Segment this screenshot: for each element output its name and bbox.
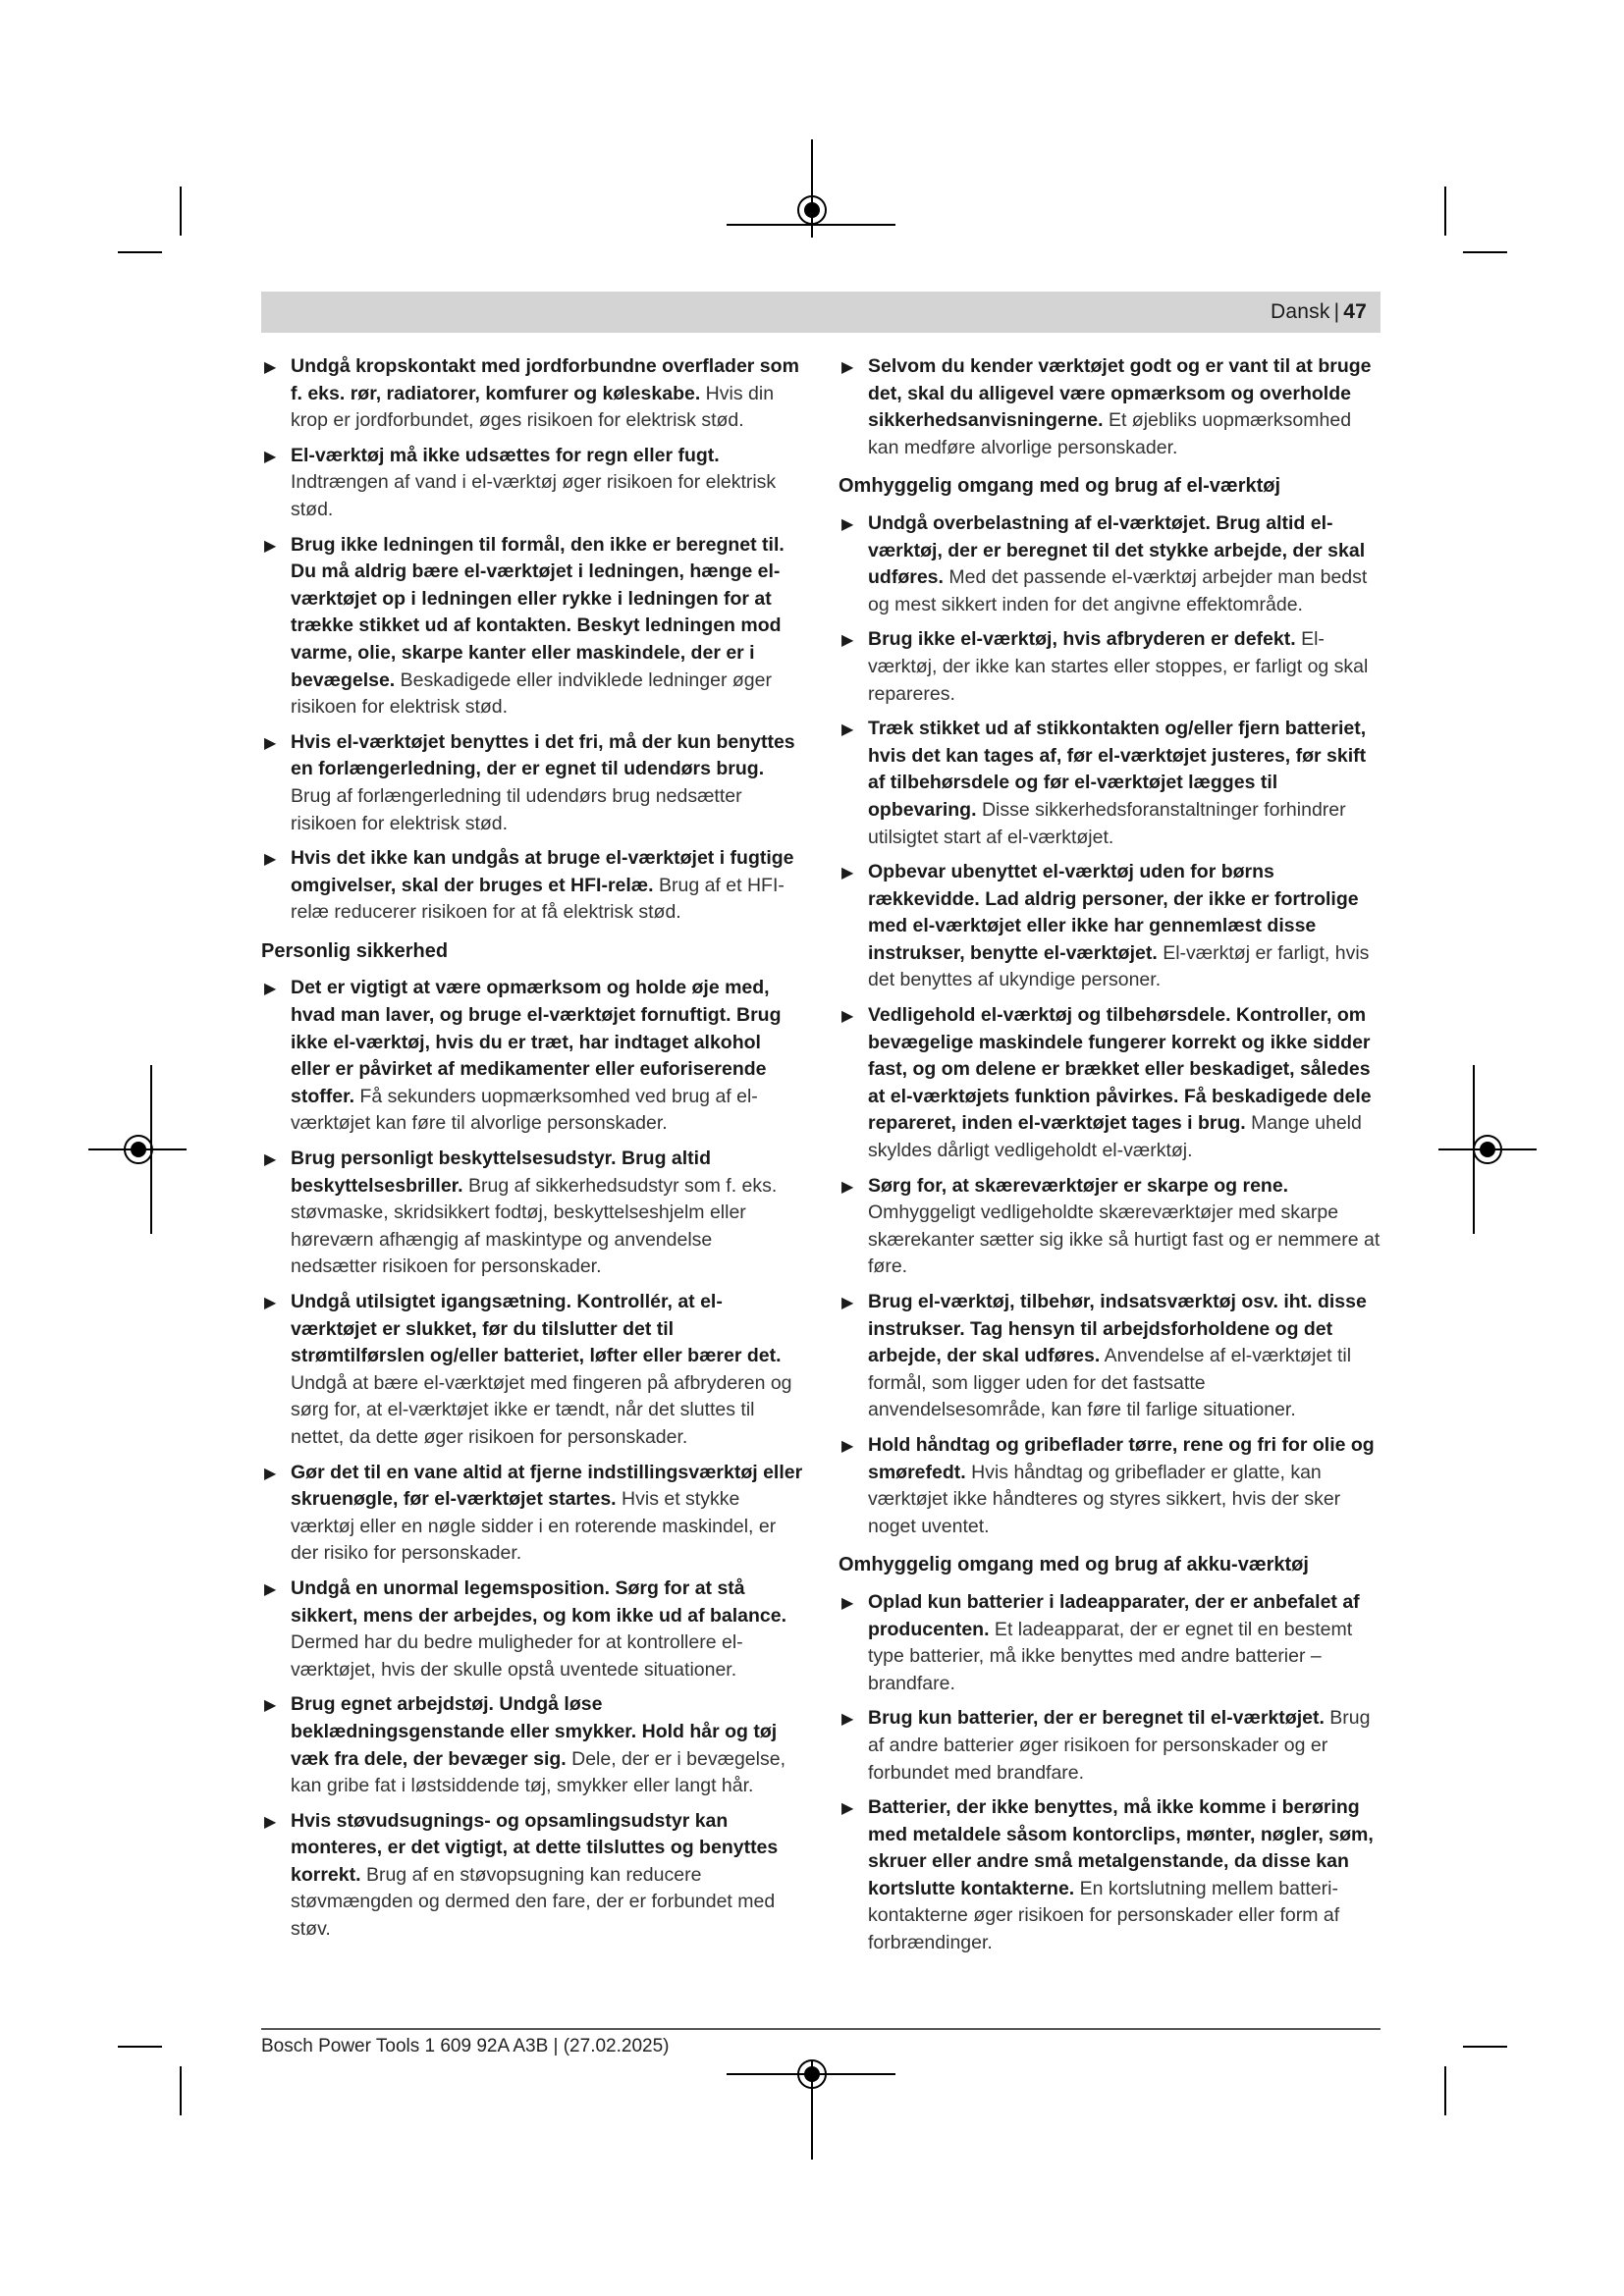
safety-item — [261, 1575, 803, 1683]
safety-item — [261, 532, 803, 721]
bullet-arrow-icon: ▶ — [841, 515, 854, 533]
bullet-arrow-icon: ▶ — [264, 1697, 277, 1715]
safety-item — [839, 1173, 1380, 1281]
safety-item-bold: Hvis støvudsugnings- og opsamlingsudstyr kan monteres, er det vigtigt, at dette tilsluttes og benyttes korrekt. — [291, 1809, 779, 1886]
safety-item — [839, 716, 1380, 851]
safety-item-bold: Brug ikke ledningen til formål, den ikke er beregnet til. Du må aldrig bære el-værktøjet i ledningen, hænge el-værktøjet op i ledningen eller rykke i ledningen for at trække stikket ud af kontakten. Beskyt ledningen mod varme, olie, skarpe kanter eller maskindele, der er i bevægelse. — [291, 533, 785, 691]
registration-target-top-icon — [797, 195, 827, 225]
safety-item-text: Disse sikkerhedsforanstaltninger forhindrer utilsigtet start af el-værktøjet. — [868, 798, 1346, 848]
section-heading-power-tool-use: Omhyggelig omgang med og brug af el-værktøj — [839, 475, 1281, 498]
crop-mark-top-left-v — [180, 187, 182, 236]
bullet-arrow-icon: ▶ — [264, 734, 277, 752]
safety-item-bold: Undgå utilsigtet igangsætning. Kontrollér, at el-værktøjet er slukket, før du tilslutter det til strømtilførslen og/eller batteriet, løfter eller bærer det. — [291, 1291, 782, 1367]
bullet-arrow-icon: ▶ — [264, 1295, 277, 1311]
safety-item-bold: Undgå en unormal legemsposition. Sørg for at stå sikkert, mens der arbejdes, og kom ikke ud af balance. — [291, 1576, 787, 1627]
safety-item-bold: Brug egnet arbejdstøj. Undgå løse beklædningsgenstande eller smykker. Hold hår og tøj væk fra dele, der bevæger sig. — [291, 1693, 778, 1770]
safety-item — [261, 729, 803, 837]
safety-item-bold: Brug el-værktøj, tilbehør, indsatsværktøj osv. iht. disse instrukser. Tag hensyn til arbejdsforholdene og det arbejde, der skal udføres. — [868, 1291, 1367, 1367]
safety-item-bold: Gør det til en vane altid at fjerne indstillingsværktøj eller skruenøgle, før el-værktøjet startes. — [291, 1461, 803, 1511]
left-column — [261, 353, 803, 1951]
safety-item-text: Brug af et HFI-relæ reducerer risikoen for at få elektrisk stød. — [291, 874, 785, 924]
safety-item-text: Brug af sikkerhedsudstyr som f. eks. støvmaske, skridsikkert fodtøj, beskyttelseshjelm eller høreværn afhængig af maskintype og anvendelse nedsætter risikoen for personskader. — [291, 1174, 778, 1278]
bullet-arrow-icon: ▶ — [264, 359, 277, 376]
bullet-arrow-icon: ▶ — [841, 1295, 854, 1311]
safety-item-bold: Brug personligt beskyttelsesudstyr. Brug altid beskyttelsesbriller. — [291, 1148, 712, 1197]
safety-item-bold: El-værktøj må ikke udsættes for regn eller fugt. — [291, 444, 720, 466]
bullet-arrow-icon: ▶ — [841, 1437, 854, 1455]
safety-item-text: Dele, der er i bevægelse, kan gribe fat i løstsiddende tøj, smykker eller langt hår. — [291, 1747, 785, 1797]
safety-item-text: Med det passende el-værktøj arbejder man bedst og mest sikkert inden for det angivne effektområde. — [868, 566, 1368, 615]
safety-item-bold: Brug kun batterier, der er beregnet til el-værktøjet. — [868, 1707, 1325, 1730]
safety-item — [839, 353, 1380, 461]
safety-item-bold: Undgå kropskontakt med jordforbundne overflader som f. eks. rør, radiatorer, komfurer og køleskabe. — [291, 355, 799, 404]
safety-item-text: El-værktøj, der ikke kan startes eller stoppes, er farligt og skal repareres. — [868, 628, 1369, 705]
bullet-arrow-icon: ▶ — [841, 632, 854, 650]
safety-item — [839, 859, 1380, 994]
safety-item-bold: Sørg for, at skæreværktøjer er skarpe og rene. — [868, 1174, 1289, 1197]
safety-item-bold: Opbevar ubenyttet el-værktøj uden for børns rækkevidde. Lad aldrig personer, der ikke er fortrolige med el-værktøjet eller ikke har gennemlæst disse instrukser, benytte el-værktøjet. — [868, 861, 1359, 964]
safety-item-bold: Hvis el-værktøjet benyttes i det fri, må der kun benyttes en forlængerledning, der er egnet til udendørs brug. — [291, 730, 795, 780]
safety-item-bold: Det er vigtigt at være opmærksom og holde øje med, hvad man laver, og bruge el-værktøjet fornuftigt. Brug ikke el-værktøj, hvis du er træt, har indtaget alkohol eller er påvirket af medikamenter eller euforiserende stoffer. — [291, 977, 782, 1107]
bullet-arrow-icon: ▶ — [264, 1151, 277, 1169]
safety-item — [839, 626, 1380, 708]
registration-target-left-icon — [124, 1135, 153, 1164]
bullet-arrow-icon: ▶ — [841, 865, 854, 882]
safety-item-text: Brug af forlængerledning til udendørs brug nedsætter risikoen for elektrisk stød. — [291, 784, 742, 834]
safety-item — [839, 1002, 1380, 1165]
header-page-number: 47 — [1343, 300, 1367, 323]
bullet-arrow-icon: ▶ — [264, 1813, 277, 1831]
safety-item-bold: Brug ikke el-værktøj, hvis afbryderen er defekt. — [868, 628, 1296, 651]
safety-item — [839, 1589, 1380, 1697]
footer-divider — [261, 2028, 1380, 2030]
bullet-arrow-icon: ▶ — [841, 1008, 854, 1026]
safety-item-text: Et ladeapparat, der er egnet til en bestemt type batterier, må ikke benyttes med andre batterier – brandfare. — [868, 1618, 1353, 1694]
safety-item-text: Hvis et stykke værktøj eller en nøgle sidder i en roterende maskindel, er der risiko for personskader. — [291, 1488, 777, 1565]
safety-item — [839, 1794, 1380, 1957]
crop-mark-bottom-right-h — [1463, 2046, 1507, 2048]
bullet-arrow-icon: ▶ — [264, 851, 277, 869]
bullet-arrow-icon: ▶ — [841, 359, 854, 376]
crop-mark-bottom-right-v — [1444, 2066, 1446, 2115]
crop-mark-top-left-h — [118, 251, 162, 253]
right-column — [839, 353, 1380, 1965]
safety-item-text: Få sekunders uopmærksomhed ved brug af el-værktøjet kan føre til alvorlige personskader. — [291, 1085, 758, 1135]
bullet-arrow-icon: ▶ — [264, 1580, 277, 1598]
safety-item-bold: Hvis det ikke kan undgås at bruge el-værktøjet i fugtige omgivelser, skal der bruges et HFI-relæ. — [291, 847, 794, 896]
safety-item-text: Brug af en støvopsugning kan reducere støvmængden og dermed den fare, der er forbundet med støv. — [291, 1863, 776, 1941]
page-label — [1271, 300, 1367, 324]
bullet-arrow-icon: ▶ — [841, 721, 854, 739]
safety-item-text: El-værktøj er farligt, hvis det benyttes af ukyndige personer. — [868, 941, 1370, 991]
safety-item — [839, 1705, 1380, 1787]
safety-item — [261, 353, 803, 435]
safety-item-text: Omhyggeligt vedligeholdte skæreværktøjer med skarpe skærekanter sætter sig ikke så hurtigt fast og er nemmere at føre. — [868, 1201, 1380, 1278]
bullet-arrow-icon: ▶ — [841, 1178, 854, 1196]
safety-item — [261, 975, 803, 1138]
section-heading-personal-safety: Personlig sikkerhed — [261, 939, 449, 962]
safety-item — [261, 443, 803, 524]
bullet-arrow-icon: ▶ — [841, 1594, 854, 1612]
header-separator: | — [1333, 300, 1340, 323]
footer-text: Bosch Power Tools 1 609 92A A3B | (27.02.2025) — [261, 2036, 670, 2056]
safety-item-bold: Hold håndtag og gribeflader tørre, rene og fri for olie og smørefedt. — [868, 1433, 1375, 1483]
safety-item-text: Et øjebliks uopmærksomhed kan medføre alvorlige personskader. — [868, 409, 1352, 458]
safety-item-bold: Batterier, der ikke benyttes, må ikke komme i berøring med metaldele såsom kontorclips, mønter, nøgler, søm, skruer eller andre små metalgenstande, da disse kan kortslutte kontakterne. — [868, 1796, 1374, 1899]
safety-item — [261, 1289, 803, 1452]
safety-item-text: Hvis din krop er jordforbundet, øges risikoen for elektrisk stød. — [291, 382, 775, 432]
safety-item-bold: Vedligehold el-værktøj og tilbehørsdele. Kontroller, om bevægelige maskindele fungerer korrekt og ikke sidder fast, og om delene er brækket eller beskadiget, således at el-værktøjets funktion påvirkes. Få beskadigede dele repareret, inden el-værktøjet tages i brug. — [868, 1004, 1372, 1135]
crop-mark-bottom-left-v — [180, 2066, 182, 2115]
safety-item — [261, 1146, 803, 1281]
safety-item — [261, 845, 803, 927]
safety-item-text: Anvendelse af el-værktøjet til formål, som ligger uden for det fastsatte anvendelsesområde, kan føre til farlige situationer. — [868, 1345, 1352, 1421]
safety-item — [261, 1808, 803, 1944]
safety-item-bold: Selvom du kender værktøjet godt og er vant til at bruge det, skal du alligevel være opmærksom og overholde sikkerhedsanvisningerne. — [868, 355, 1372, 432]
bullet-arrow-icon: ▶ — [264, 537, 277, 555]
crop-mark-top-right-h — [1463, 251, 1507, 253]
page-header — [261, 292, 1380, 333]
safety-item-text: Hvis håndtag og gribeflader er glatte, kan værktøjet ikke håndteres og styres sikkert, hvis der sker noget uventet. — [868, 1461, 1341, 1537]
safety-item — [839, 1289, 1380, 1424]
safety-item-text: Brug af andre batterier øger risikoen for personskader og er forbundet med brandfare. — [868, 1707, 1371, 1784]
registration-target-bottom-icon — [797, 2059, 827, 2089]
bullet-arrow-icon: ▶ — [841, 1800, 854, 1818]
safety-item — [261, 1460, 803, 1568]
safety-item-text: Beskadigede eller indviklede ledninger øger risikoen for elektrisk stød. — [291, 668, 772, 719]
safety-item — [839, 1432, 1380, 1540]
registration-target-right-icon — [1473, 1135, 1502, 1164]
crop-mark-top-right-v — [1444, 187, 1446, 236]
safety-item-text: Dermed har du bedre muligheder for at kontrollere el-værktøjet, hvis der skulle opstå uventede situationer. — [291, 1631, 743, 1681]
safety-item-text: En kortslutning mellem batteri-kontakterne øger risikoen for personskader eller form af forbrændinger. — [868, 1877, 1340, 1954]
header-language: Dansk — [1271, 300, 1330, 323]
crop-mark-bottom-left-h — [118, 2046, 162, 2048]
safety-item-bold: Oplad kun batterier i ladeapparater, der er anbefalet af producenten. — [868, 1590, 1360, 1640]
section-heading-battery-tool-use: Omhyggelig omgang med og brug af akku-værktøj — [839, 1554, 1309, 1576]
safety-item-bold: Undgå overbelastning af el-værktøjet. Brug altid el-værktøj, der er beregnet til det stykke arbejde, der skal udføres. — [868, 511, 1366, 589]
safety-item-text: Mange uheld skyldes dårligt vedligeholdt el-værktøj. — [868, 1112, 1362, 1162]
bullet-arrow-icon: ▶ — [264, 981, 277, 998]
safety-item — [839, 510, 1380, 618]
safety-item — [261, 1691, 803, 1799]
bullet-arrow-icon: ▶ — [841, 1711, 854, 1729]
safety-item-text: Undgå at bære el-værktøjet med fingeren på afbryderen og sørg for, at el-værktøjet ikke er tændt, når det sluttes til nettet, da dette øger risikoen for personskader. — [291, 1371, 792, 1448]
safety-item-bold: Træk stikket ud af stikkontakten og/eller fjern batteriet, hvis det kan tages af, før el-værktøjet justeres, før skift af tilbehørsdele og før el-værktøjet lægges til opbevaring. — [868, 718, 1367, 821]
safety-item-text: Indtrængen af vand i el-værktøj øger risikoen for elektrisk stød. — [291, 471, 777, 520]
bullet-arrow-icon: ▶ — [264, 1465, 277, 1482]
bullet-arrow-icon: ▶ — [264, 448, 277, 465]
